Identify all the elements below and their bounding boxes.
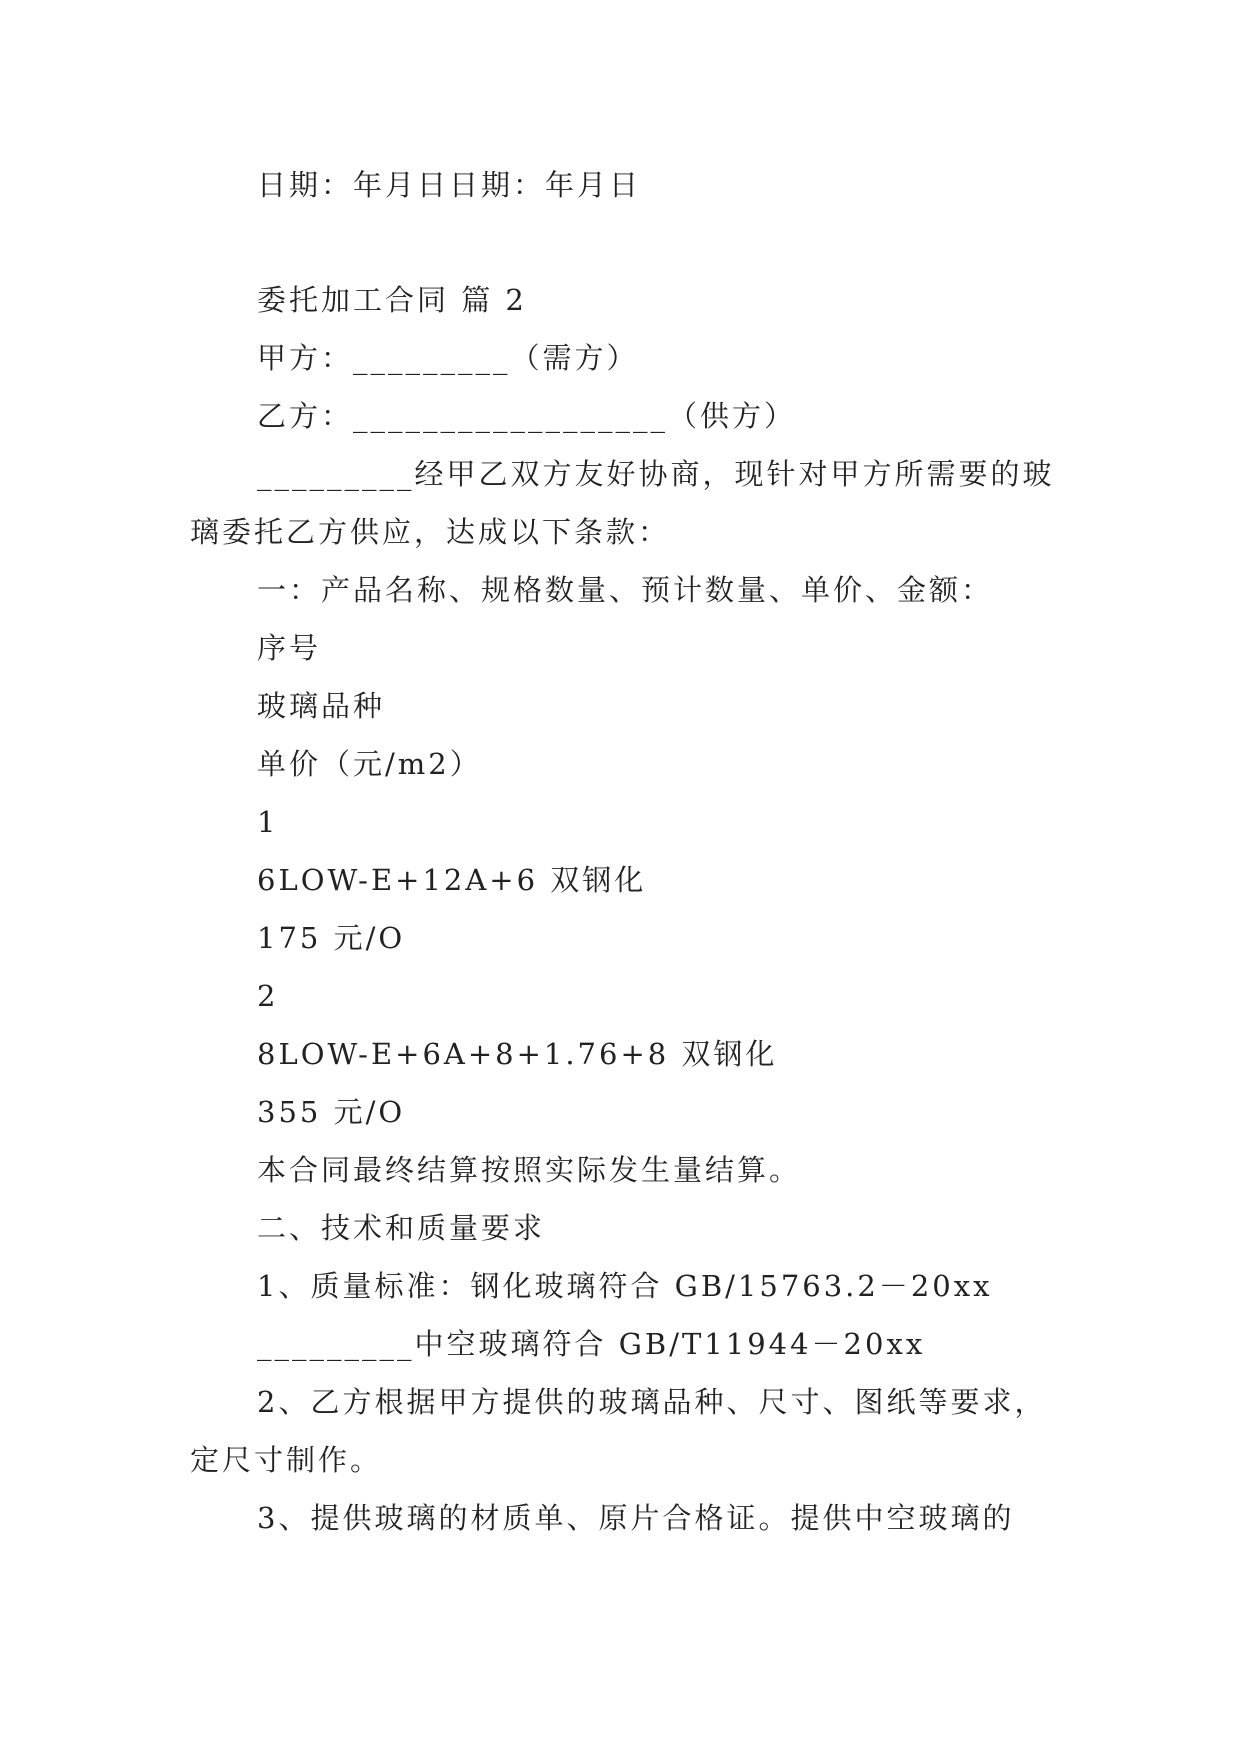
row-2-unit-price: 355 元/O xyxy=(257,1095,406,1129)
preamble-line-2: 璃委托乙方供应，达成以下条款： xyxy=(190,515,671,549)
row-2-serial: 2 xyxy=(257,979,279,1013)
settlement-note: 本合同最终结算按照实际发生量结算。 xyxy=(257,1153,802,1187)
quality-standard-line-2: _________中空玻璃符合 GB/T11944－20xx xyxy=(257,1327,926,1361)
requirement-3-line-1: 3、提供玻璃的材质单、原片合格证。提供中空玻璃的 xyxy=(257,1501,1015,1535)
requirement-2-line-2: 定尺寸制作。 xyxy=(190,1443,383,1477)
preamble-line-1: _________经甲乙双方友好协商，现针对甲方所需要的玻 xyxy=(257,457,1055,491)
row-2-glass-type: 8LOW-E+6A+8+1.76+8 双钢化 xyxy=(257,1037,778,1071)
requirement-2-line-1: 2、乙方根据甲方提供的玻璃品种、尺寸、图纸等要求， xyxy=(257,1385,1047,1419)
table-header-serial: 序号 xyxy=(257,631,322,665)
row-1-glass-type: 6LOW-E+12A+6 双钢化 xyxy=(257,863,647,897)
party-a-line: 甲方：_________（需方） xyxy=(257,341,639,375)
quality-standard-line-1: 1、质量标准：钢化玻璃符合 GB/15763.2－20xx xyxy=(257,1269,993,1303)
row-1-unit-price: 175 元/O xyxy=(257,921,406,955)
table-header-unit-price: 单价（元/m2） xyxy=(257,747,482,781)
table-header-glass-type: 玻璃品种 xyxy=(257,689,386,723)
contract-title: 委托加工合同 篇 2 xyxy=(257,283,527,317)
section-2-heading: 二、技术和质量要求 xyxy=(257,1211,546,1245)
row-1-serial: 1 xyxy=(257,805,279,839)
date-line: 日期：年月日日期：年月日 xyxy=(257,168,642,202)
section-1-heading: 一：产品名称、规格数量、预计数量、单价、金额： xyxy=(257,573,994,607)
party-b-line: 乙方：__________________（供方） xyxy=(257,399,797,433)
